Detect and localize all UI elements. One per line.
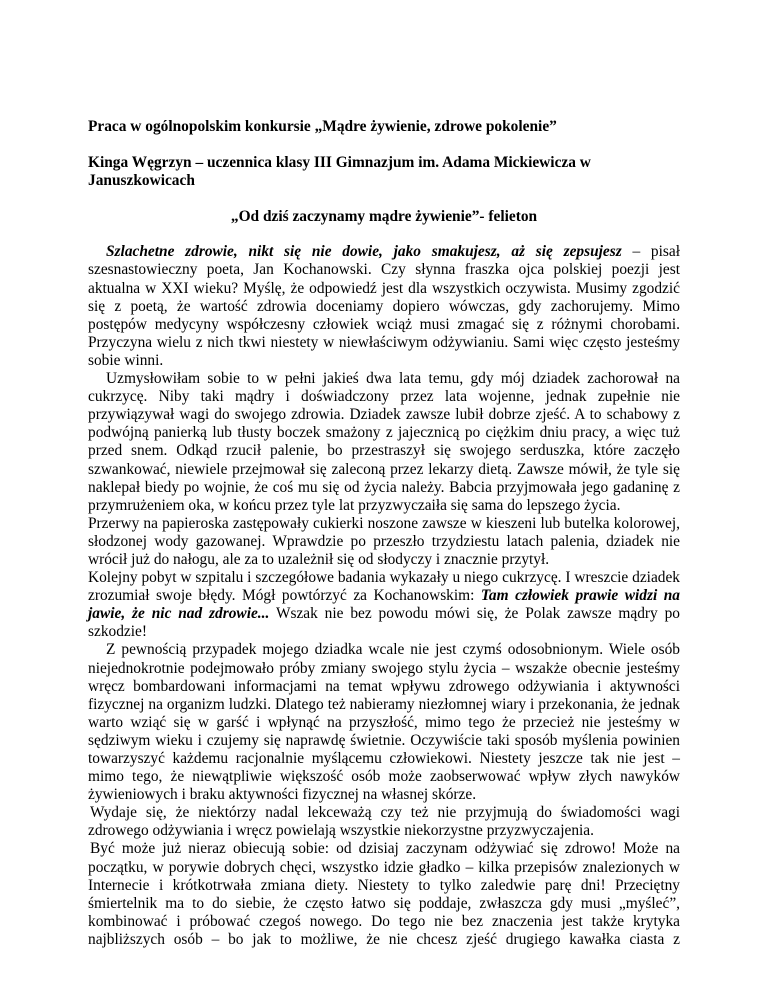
paragraph-4-end: Wszak nie bez powodu mówi się, że Polak zawsze mądry po szkodzie! bbox=[88, 605, 681, 641]
paragraph-4-start: Kolejny pobyt w szpitalu i szczegółowe badania wykazały u niego cukrzycę. I wreszcie dziadek zrozumiał swoje błędy. Mógł powtórzyć za Kochanowskim: bbox=[88, 569, 680, 605]
kochanowski-quote-1: Szlachetne zdrowie, nikt się nie dowie, jako smakujesz, aż się zepsujesz bbox=[106, 243, 622, 261]
paragraph-7: Być może już nieraz obiecują sobie: od dzisiaj zaczynam odżywiać się zdrowo! Może na początku, w porywie dobrych chęci, wszystko idzie gładko – kilka przepisów znalezionych w Internecie i krótkotrwała zmiana diety. Niestety to tylko zaledwie parę dni! Przeciętny śmiertelnik ma to do siebie, że często łatwo się poddaje, zwłaszcza gdy musi „myśleć”, kombinować i próbować czegoś nowego. Do tego nie bez znaczenia jest także krytyka najbliższych osób – bo jak to możliwe, że nie chcesz zjeść drugiego kawałka ciasta z bbox=[88, 840, 680, 948]
paragraph-6: Wydaje się, że niektórzy nadal lekceważą czy też nie przyjmują do świadomości wagi zdrowego odżywiania i wręcz powielają wszystkie niekorzystne przyzwyczajenia. bbox=[88, 804, 680, 840]
paragraph-1-text: – pisał szesnastowieczny poeta, Jan Kochanowski. Czy słynna fraszka ojca polskiej poezji jest aktualna w XXI wieku? Myślę, że odpowiedź jest dla wszystkich oczywista. Musimy zgodzić się z poetą, że wartość zdrowia doceniamy dopiero wówczas, gdy zachorujemy. Mimo postępów medycyny współczesny człowiek wciąż musi zmagać się z różnymi chorobami. Przyczyna wielu z nich tkwi niestety w niewłaściwym odżywianiu. Sami więc często jesteśmy sobie winni. bbox=[88, 243, 680, 369]
author-heading: Kinga Węgrzyn – uczennica klasy III Gimnazjum im. Adama Mickiewicza w Januszkowicach bbox=[88, 154, 591, 190]
document-page bbox=[88, 118, 680, 949]
paragraph-4 bbox=[88, 569, 680, 641]
paragraph-5: Z pewnością przypadek mojego dziadka wcale nie jest czymś odosobnionym. Wiele osób niejednokrotnie podejmowało próby zmiany swojego stylu życia – wszakże obecnie jesteśmy wręcz bombardowani informacjami na temat wpływu zdrowego odżywiania i aktywności fizycznej na organizm ludzki. Dlatego też nabieramy niezłomnej wiary i przekonania, że jednak warto wziąć się w garść i wpłynąć na przyszłość, mimo tego że przecież nie jesteśmy w sędziwym wieku i czujemy się naprawdę świetnie. Oczywiście taki sposób myślenia powinien towarzyszyć każdemu racjonalnie myślącemu człowiekowi. Niestety jeszcze tak nie jest – mimo tego, że niewątpliwie większość osób może zaobserwować wpływ złych nawyków żywieniowych i braku aktywności fizycznej na własnej skórze. bbox=[88, 641, 680, 804]
paragraph-3: Przerwy na papieroska zastępowały cukierki noszone zawsze w kieszeni lub butelka kolorowej, słodzonej wody gazowanej. Wprawdzie po przeszło trzydziestu latach palenia, dziadek nie wrócił już do nałogu, ale za to uzależnił się od słodyczy i znacznie przytył. bbox=[88, 514, 680, 568]
contest-heading: Praca w ogólnopolskim konkursie „Mądre żywienie, zdrowe pokolenie” bbox=[88, 118, 557, 135]
paragraph-2: Uzmysłowiłam sobie to w pełni jakieś dwa lata temu, gdy mój dziadek zachorował na cukrzycę. Niby taki mądry i doświadczony przez lata wojenne, jednak zupełnie nie przywiązywał wagi do swojego zdrowia. Dziadek zawsze lubił dobrze zjeść. A to schabowy z podwójną panierką lub tłusty boczek smażony z jajecznicą po ciężkim dniu pracy, a więc tuż przed snem. Odkąd rzucił palenie, bo przestraszył się swojego serduszka, które zaczęło szwankować, niewiele przejmował się zaleconą przez lekarzy dietą. Zawsze mówił, że tyle się naklepał biedy po wojnie, że coś mu się od życia należy. Babcia przyjmowała jego gadaninę z przymrużeniem oka, w końcu przez tyle lat przyzwyczaiła się sama do lepszego życia. bbox=[88, 370, 680, 514]
kochanowski-quote-2: Tam człowiek prawie widzi na jawie, że nic nad zdrowie... bbox=[88, 587, 680, 623]
paragraph-1 bbox=[88, 243, 680, 370]
feuilleton-title: „Od dziś zaczynamy mądre żywienie”- felieton bbox=[230, 208, 538, 226]
